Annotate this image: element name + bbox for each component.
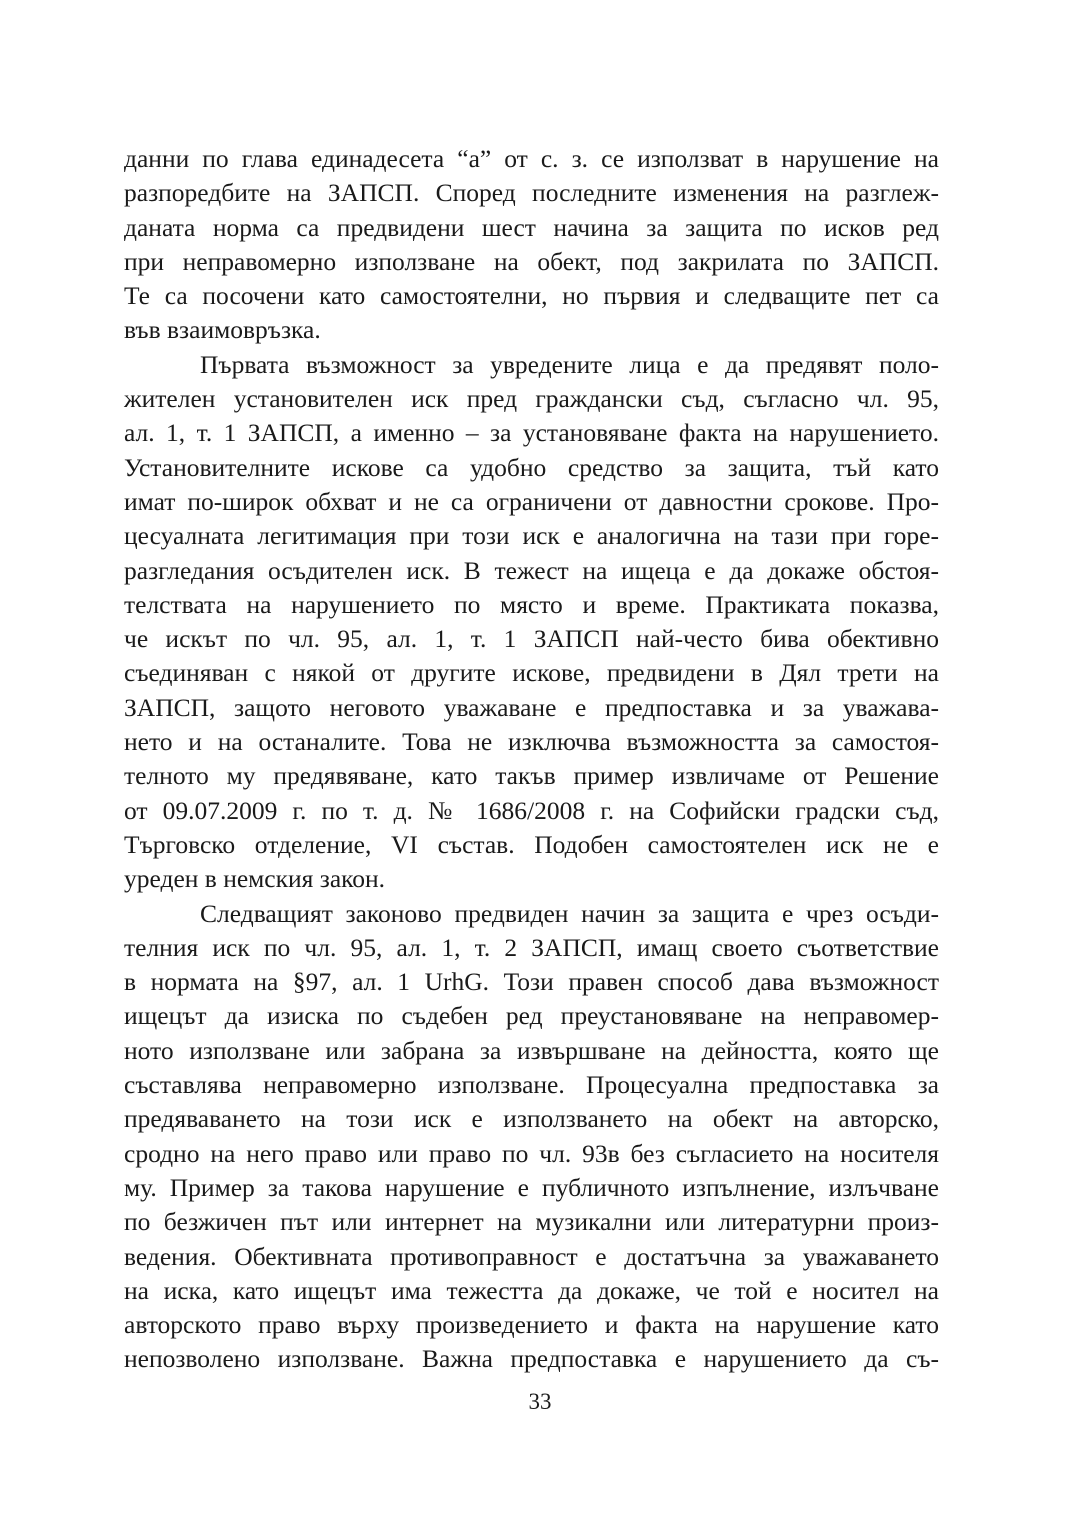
text-line: Първата възможност за увредените лица е да предявят поло- bbox=[200, 349, 939, 379]
text-line: предяваването на този иск е използването на обект на авторско, bbox=[124, 1104, 939, 1134]
text-line: даната норма са предвидени шест начина за защита по исков ред bbox=[124, 212, 939, 242]
text-line: на иска, като ищецът има тежестта да докаже, че той е носител на bbox=[124, 1275, 939, 1305]
text-line: ното използване или забрана за извършване на дейността, която ще bbox=[124, 1035, 939, 1065]
text-line: жителен установителен иск пред граждански съд, съгласно чл. 95, bbox=[124, 384, 939, 414]
text-line: при неправомерно използване на обект, под закрилата по ЗАПСП. bbox=[124, 246, 939, 276]
text-line: съединяван с някой от другите искове, предвидени в Дял трети на bbox=[124, 658, 939, 688]
body-text bbox=[124, 142, 939, 1377]
text-line: Следващият законово предвиден начин за защита е чрез осъди- bbox=[200, 898, 939, 928]
text-line: телствата на нарушението по място и време. Практиката показва, bbox=[124, 589, 939, 619]
paragraph bbox=[124, 897, 939, 1377]
page-number: 33 bbox=[528, 1389, 552, 1414]
text-line: уреден в немския закон. bbox=[124, 864, 386, 894]
text-line: разпоредбите на ЗАПСП. Според последните изменения на разглеж- bbox=[124, 178, 939, 208]
text-line: сродно на него право или право по чл. 93в без съгласието на носителя bbox=[124, 1138, 939, 1168]
text-line: авторското право върху произведението и факта на нарушение като bbox=[124, 1310, 939, 1340]
text-line: ведения. Обективната противоправност е достатъчна за уважаването bbox=[124, 1241, 939, 1271]
text-line: разгледания осъдителен иск. В тежест на ищеца е да докаже обстоя- bbox=[124, 555, 939, 585]
paragraph bbox=[124, 142, 939, 348]
paragraph bbox=[124, 348, 939, 897]
text-line: имат по-широк обхват и не са ограничени от давностни срокове. Про- bbox=[124, 486, 939, 516]
text-line: ищецът да изиска по съдебен ред преустановяване на неправомер- bbox=[124, 1001, 939, 1031]
text-line: съставлява неправомерно използване. Процесуална предпоставка за bbox=[124, 1070, 939, 1100]
text-line: Установителните искове са удобно средство за защита, тъй като bbox=[124, 452, 939, 482]
text-line: му. Пример за такова нарушение е публичното изпълнение, излъчване bbox=[124, 1172, 939, 1202]
text-line: в нормата на §97, ал. 1 UrhG. Този правен способ дава възможност bbox=[124, 967, 939, 997]
text-line: ал. 1, т. 1 ЗАПСП, а именно – за установяване факта на нарушението. bbox=[124, 418, 939, 448]
text-line: непозволено използване. Важна предпоставка е нарушението да съ- bbox=[124, 1344, 939, 1374]
text-line: Те са посочени като самостоятелни, но първия и следващите пет са bbox=[124, 281, 939, 311]
text-line: че искът по чл. 95, ал. 1, т. 1 ЗАПСП най-често бива обективно bbox=[124, 624, 939, 654]
text-line: по безжичен път или интернет на музикални или литературни произ- bbox=[124, 1207, 939, 1237]
text-line: телното му предявяване, като такъв пример извличаме от Решение bbox=[124, 761, 939, 791]
text-line: ЗАПСП, защото неговото уважаване е предпоставка и за уважава- bbox=[124, 692, 939, 722]
text-line: нето и на останалите. Това не изключва възможността за самостоя- bbox=[124, 727, 939, 757]
text-line: цесуалната легитимация при този иск е аналогична на тази при горе- bbox=[124, 521, 939, 551]
text-line: от 09.07.2009 г. по т. д. № 1686/2008 г. на Софийски градски съд, bbox=[124, 795, 939, 825]
text-line: данни по глава единадесета “а” от с. з. се използват в нарушение на bbox=[124, 144, 939, 173]
text-line: Търговско отделение, VI състав. Подобен самостоятелен иск не е bbox=[124, 829, 939, 859]
text-line: във взаимовръзка. bbox=[124, 315, 321, 345]
text-line: телния иск по чл. 95, ал. 1, т. 2 ЗАПСП, имащ своето съответствие bbox=[124, 932, 939, 962]
